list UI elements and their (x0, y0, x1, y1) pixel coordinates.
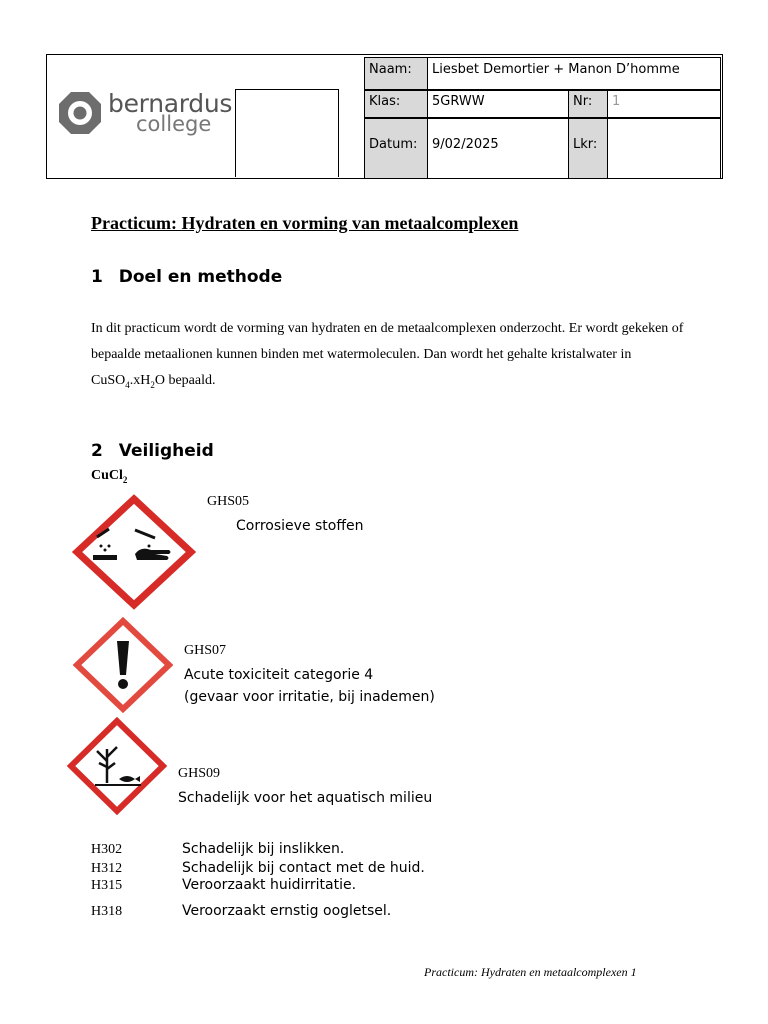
section-1-title: Doel en methode (118, 267, 283, 287)
section-1-number: 1 (91, 267, 103, 287)
page-footer: Practicum: Hydraten en metaalcomplexen 1 (424, 965, 637, 979)
h-text: Schadelijk bij contact met de huid. (182, 860, 425, 876)
exclamation-mark-icon (73, 617, 173, 713)
h-statement-row (91, 903, 391, 920)
paragraph-mid: .xH (129, 373, 151, 388)
h-text: Veroorzaakt huidirritatie. (182, 877, 357, 893)
h-code: H315 (91, 878, 123, 893)
section-1-heading (91, 267, 282, 287)
lkr-value[interactable] (608, 118, 721, 179)
naam-label: Naam: (365, 58, 428, 90)
paragraph-part-a: In dit practicum wordt de vorming van hydraten en de metaalcomplexen onderzocht. Er wordt gekeken of bepaalde metaalionen kunnen binden met watermoleculen. Dan wordt het gehalte kristalwater in CuSO (91, 321, 684, 388)
chemical-formula: CuCl (91, 468, 123, 483)
school-logo (58, 91, 232, 135)
ghs09-description: Schadelijk voor het aquatisch milieu (178, 790, 433, 806)
klas-value[interactable]: 5GRWW (428, 90, 569, 118)
nr-value[interactable]: 1 (608, 90, 721, 118)
ghs07-code: GHS07 (184, 643, 227, 658)
chemical-subscript: 2 (122, 474, 128, 485)
h-statement-row (91, 860, 425, 877)
subscript-2: 2 (150, 379, 155, 390)
ghs05-code: GHS05 (207, 494, 250, 509)
h-text: Schadelijk bij inslikken. (182, 841, 345, 857)
paragraph-part-b: O bepaald. (154, 373, 216, 388)
ghs07-description-2: (gevaar voor irritatie, bij inademen) (184, 689, 435, 705)
environment-icon (67, 717, 167, 815)
section-2-title: Veiligheid (118, 441, 214, 461)
ghs09-code: GHS09 (178, 766, 221, 781)
stamp-box (235, 89, 339, 177)
section-2-heading (91, 441, 214, 461)
document-title: Practicum: Hydraten en vorming van metaalcomplexen (91, 213, 519, 233)
logo-text-line1: bernardus (108, 89, 233, 118)
ghs07-description-1: Acute toxiciteit categorie 4 (184, 667, 374, 683)
lkr-label: Lkr: (569, 118, 608, 179)
subscript-4: 4 (125, 379, 130, 390)
intro-paragraph (91, 316, 691, 398)
datum-value[interactable]: 9/02/2025 (428, 118, 569, 179)
h-code: H312 (91, 861, 123, 876)
datum-label: Datum: (365, 118, 428, 179)
naam-value[interactable]: Liesbet Demortier + Manon D’homme (428, 58, 721, 90)
student-info-table (364, 57, 721, 179)
logo-text-line2: college (136, 112, 212, 136)
corrosion-icon (71, 494, 197, 610)
logo-mark-icon (58, 91, 102, 135)
h-statement-row (91, 877, 356, 894)
h-statement-row (91, 841, 344, 858)
h-code: H318 (91, 904, 123, 919)
ghs05-description: Corrosieve stoffen (236, 518, 364, 534)
klas-label: Klas: (365, 90, 428, 118)
nr-label: Nr: (569, 90, 608, 118)
h-code: H302 (91, 842, 123, 857)
section-2-number: 2 (91, 441, 103, 461)
h-text: Veroorzaakt ernstig oogletsel. (182, 903, 392, 919)
chemical-name (91, 468, 127, 485)
